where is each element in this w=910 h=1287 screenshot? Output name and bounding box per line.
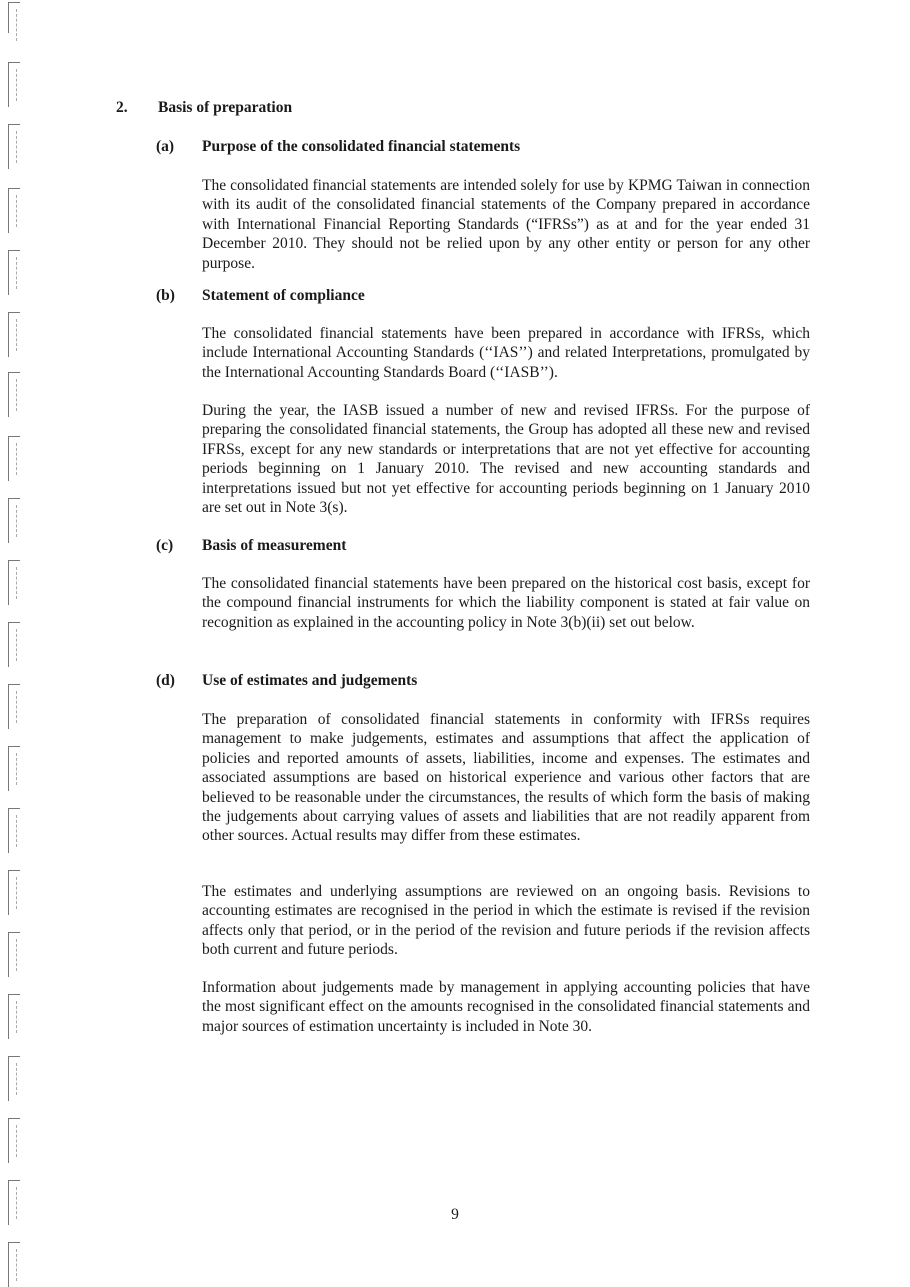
subsection-a-label: (a) [156,138,175,155]
subsection-d-label: (d) [156,672,175,689]
subsection-d-paragraph-3: Information about judgements made by management in applying accounting policies that have the most significant effect on the amounts recognised in the consolidated financial statements and major sources of estimation uncertainty is included in Note 30. [202,979,810,1035]
binder-tab-mark [8,498,20,543]
binder-tab-mark [8,62,20,107]
binder-tab-mark [8,932,20,977]
section-title: Basis of preparation [158,99,293,116]
binder-tab-mark [8,2,20,33]
binder-tab-mark [8,124,20,169]
subsection-c-title: Basis of measurement [202,537,347,554]
subsection-a-title: Purpose of the consolidated financial statements [202,138,521,155]
subsection-d-paragraph-2: The estimates and underlying assumptions are reviewed on an ongoing basis. Revisions to accounting estimates are recognised in the period in which the estimate is revised if the revision affects only that period, or in the period of the revision and future periods if the revision affects both current and future periods. [202,883,810,959]
binder-tab-mark [8,1056,20,1101]
binder-tab-mark [8,560,20,605]
page-number: 9 [451,1206,459,1223]
binder-tab-mark [8,250,20,295]
binder-tab-mark [8,188,20,233]
subsection-b-label: (b) [156,287,175,304]
subsection-b-title: Statement of compliance [202,287,365,304]
binder-tab-mark [8,372,20,417]
binder-tab-mark [8,436,20,481]
binder-tab-mark [8,746,20,791]
subsection-d-paragraph-1: The preparation of consolidated financial statements in conformity with IFRSs requires management to make judgements, estimates and assumptions that affect the application of policies and reported amounts of assets, liabilities, income and expenses. The estimates and associated assumptions are based on historical experience and various other factors that are believed to be reasonable under the circumstances, the results of which form the basis of making the judgements about carrying values of assets and liabilities that are not readily apparent from other sources. Actual results may differ from these estimates. [202,711,810,845]
subsection-c-label: (c) [156,537,174,554]
binder-tab-mark [8,684,20,729]
subsection-d-title: Use of estimates and judgements [202,672,418,689]
binder-tab-mark [8,1118,20,1163]
subsection-a-paragraph-1: The consolidated financial statements are intended solely for use by KPMG Taiwan in connection with its audit of the consolidated financial statements of the Company prepared in accordance with International Financial Reporting Standards (“IFRSs”) as at and for the year ended 31 December 2010. They should not be relied upon by any other entity or person for any other purpose. [202,177,810,272]
binder-tab-mark [8,870,20,915]
subsection-b-paragraph-1: The consolidated financial statements have been prepared in accordance with IFRSs, which include International Accounting Standards (‘‘IAS’’) and related Interpretations, promulgated by the International Accounting Standards Board (‘‘IASB’’). [202,325,810,381]
subsection-b-paragraph-2: During the year, the IASB issued a number of new and revised IFRSs. For the purpose of preparing the consolidated financial statements, the Group has adopted all these new and revised IFRSs, except for any new standards or interpretations that are not yet effective for accounting periods beginning on 1 January 2010. The revised and new accounting standards and interpretations issued but not yet effective for accounting periods beginning on 1 January 2010 are set out in Note 3(s). [202,402,810,517]
binder-tab-mark [8,808,20,853]
binder-tab-mark [8,994,20,1039]
binder-tab-mark [8,1242,20,1287]
section-number: 2. [116,99,128,116]
subsection-c-paragraph-1: The consolidated financial statements have been prepared on the historical cost basis, except for the compound financial instruments for which the liability component is stated at fair value on recognition as explained in the accounting policy in Note 3(b)(ii) set out below. [202,575,810,631]
binder-tab-mark [8,312,20,357]
binder-tab-mark [8,622,20,667]
